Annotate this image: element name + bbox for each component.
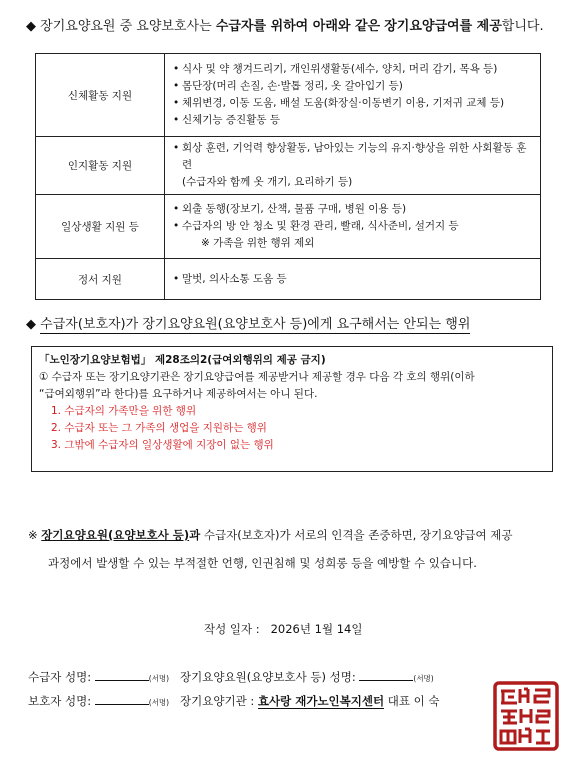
category-cell: 정서 지원 xyxy=(36,259,165,300)
category-cell: 인지활동 지원 xyxy=(36,137,165,195)
worker-signature-field[interactable] xyxy=(359,669,413,681)
law-item: 1. 수급자의 가족만을 위한 행위 xyxy=(51,405,197,417)
law-line: ① 수급자 또는 장기요양기관은 장기요양급여를 제공받거나 제공할 경우 다음 각 호의 행위(이하 xyxy=(39,371,475,383)
section1-mid: 수급자를 위하여 아래와 같은 xyxy=(215,19,381,34)
table-row xyxy=(36,137,541,195)
recipient-signature-field[interactable] xyxy=(95,669,149,681)
notice-line xyxy=(28,523,564,547)
law-line: “급여외행위”라 한다)를 요구하거나 제공하여서는 아니 된다. xyxy=(39,388,318,400)
section2-title xyxy=(26,313,470,332)
detail-note: ※ 가족을 위한 행위 제외 xyxy=(201,237,315,249)
date-line xyxy=(204,621,362,637)
detail-line: • 외출 동행(장보기, 산책, 물품 구매, 병원 이용 등) xyxy=(173,201,534,218)
detail-line: (수급자와 함께 옷 개기, 요리하기 등) xyxy=(182,176,353,188)
diamond-icon: ◆ xyxy=(26,19,36,34)
law-box xyxy=(31,346,553,472)
section1-emph: 장기요양급여를 제공 xyxy=(384,19,502,34)
detail-line: • 식사 및 약 챙겨드리기, 개인위생활동(세수, 양치, 머리 감기, 목욕 등) xyxy=(173,61,534,78)
category-cell: 일상생활 지원 등 xyxy=(36,195,165,259)
notice-rest: 수급자(보호자)가 서로의 인격을 존중하면, 장기요양급여 제공 xyxy=(200,528,513,542)
representative: 대표 이 숙 xyxy=(387,694,440,708)
recipient-label: 수급자 성명: xyxy=(28,670,92,684)
table-row xyxy=(36,259,541,300)
guardian-label: 보호자 성명: xyxy=(28,694,92,708)
notice-bold2: 과 xyxy=(189,528,201,542)
seal-mark: (서명) xyxy=(148,698,170,707)
detail-line: • 말벗, 의사소통 도움 등 xyxy=(173,271,534,288)
seal-mark: (서명) xyxy=(148,674,170,683)
detail-cell xyxy=(165,54,541,137)
notice xyxy=(28,523,564,575)
seal-stamp-icon xyxy=(493,681,559,751)
institution-name: 효사랑 재가노인복지센터 xyxy=(257,694,385,708)
law-item: 2. 수급자 또는 그 가족의 생업을 지원하는 행위 xyxy=(51,422,267,434)
section2-title-text: 수급자(보호자)가 장기요양요원(요양보호사 등)에게 요구해서는 안되는 행위 xyxy=(40,317,471,332)
diamond-icon: ◆ xyxy=(26,317,36,332)
section1-title xyxy=(26,15,544,34)
detail-line: • 회상 훈련, 기억력 향상활동, 남아있는 기능의 유지·향상을 위한 사회활동 훈련 xyxy=(173,140,534,174)
date-label: 작성 일자 : xyxy=(204,622,260,636)
category-cell: 신체활동 지원 xyxy=(36,54,165,137)
detail-cell xyxy=(165,195,541,259)
table-row xyxy=(36,195,541,259)
section1-post: 합니다. xyxy=(501,19,544,34)
detail-line: • 체위변경, 이동 도움, 배설 도움(화장실·이동변기 이용, 기저귀 교체 등) xyxy=(173,95,534,112)
law-title: 「노인장기요양보험법」 제28조의2(급여외행위의 제공 금지) xyxy=(39,354,326,366)
worker-label: 장기요양요원(요양보호사 등) 성명: xyxy=(180,670,356,684)
date-value: 2026년 1월 14일 xyxy=(270,622,363,636)
guardian-signature-field[interactable] xyxy=(95,693,149,705)
notice-bold: 장기요양요원(요양보호사 등) xyxy=(41,528,190,542)
section1-pre: 장기요양요원 중 요양보호사는 xyxy=(40,19,212,34)
services-table xyxy=(35,53,541,300)
table-row xyxy=(36,54,541,137)
detail-line: • 신체기능 증진활동 등 xyxy=(173,112,534,129)
detail-line: • 몸단장(머리 손질, 손·발톱 정리, 옷 갈아입기 등) xyxy=(173,78,534,95)
notice-line: 과정에서 발생할 수 있는 부적절한 언행, 인권침해 및 성희롱 등을 예방할 수 있습니다. xyxy=(48,556,477,570)
detail-line: • 수급자의 방 안 청소 및 환경 관리, 빨래, 식사준비, 설거지 등 xyxy=(173,218,534,235)
signature-row-2 xyxy=(28,693,440,709)
law-item: 3. 그밖에 수급자의 일상생활에 지장이 없는 행위 xyxy=(51,439,274,451)
detail-cell xyxy=(165,259,541,300)
reference-mark: ※ xyxy=(28,528,38,542)
signature-row-1 xyxy=(28,669,434,685)
detail-cell xyxy=(165,137,541,195)
seal-mark: (서명) xyxy=(413,674,434,683)
institution-label: 장기요양기관 : xyxy=(180,694,255,708)
